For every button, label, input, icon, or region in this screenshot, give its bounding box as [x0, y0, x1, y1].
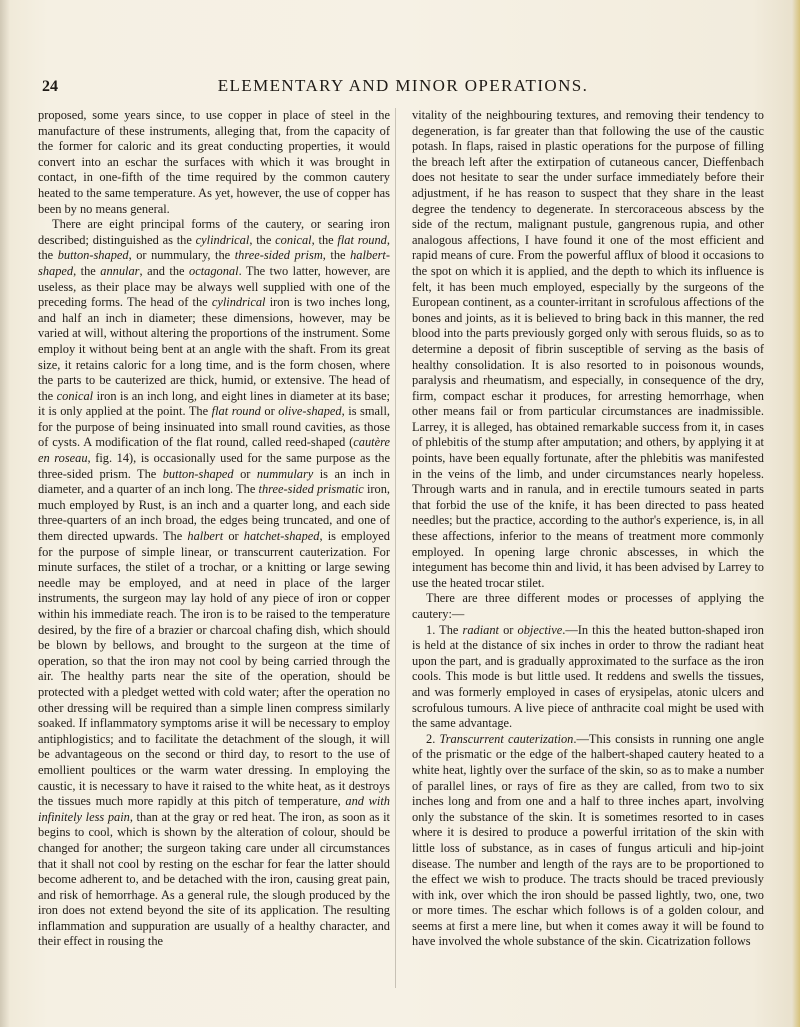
text-run: is an inch in diameter, and a quarter of an inch long. The — [38, 466, 390, 497]
text-run: or — [499, 622, 518, 637]
text-run: , is employed for the purpose of simple linear, or transcurrent cauterization. For minute surfaces, the stilet of a trochar, or a knitting or large sewing needle may be employed, and at need in place of the larger instruments, the surgeon may lay hold of any piece of iron or copper within his immediate reach. The iron is to be raised to the temperature desired, by the fire of a brazier or charcoal chafing dish, which should be blown by bellows, and brought to the surgeon at the time of operation, so that the iron may not cool by being carried through the air. The healthy parts near the site of the operation, should be protected with a pledget wetted with cold water; after the operation no other dressing will be required than a simple linen compress similarly soaked. If inflammatory symptoms arise it will be necessary to employ antiphlogistics; and to facilitate the detachment of the slough, it will be advantageous on the second or third day, to resort to the use of emollient poultices or the warm water dressing. In employing the caustic, it is necessary to have it raised to the white heat, as it destroys the tissues much more rapidly at this pitch of temperature, — [38, 529, 390, 809]
text-run: or — [260, 404, 279, 419]
text-run: 1. The — [426, 622, 463, 637]
italic-text: cautère en roseau — [38, 435, 390, 466]
italic-text: hatchet-shaped — [243, 529, 320, 544]
text-run: , than at the gray or red heat. The iron, as soon as it begins to cool, which is shown by the alteration of colour, should be changed for another; the surgeon taking care under all circumstances that it shall not cool by resting on the eschar for fear the latter should become adherent to, and be detached with the iron, causing great pain, and risk of hemorrhage. As a general rule, the slough produced by the iron does not extend beyond the site of its application. The resulting inflammation and suppuration are usually of a healthy character, and their effect in rousing the — [38, 809, 390, 949]
italic-text: button-shaped — [57, 248, 129, 263]
text-run: iron, much employed by Rust, is an inch and a quarter long, and each side three-quarters of an inch broad, the edges being truncated, and one of them directed upwards. The — [38, 482, 391, 544]
text-run: iron is two inches long, and half an inch in diameter; these dimensions, however, may be varied at will, without altering the proportions of the instrument. Some employ it without being bent at an angle with the shaft. From its great size, it retains caloric for a long time, and is the form chosen, where the parts to be cauterized are thick, humid, or extensive. The head of the — [38, 295, 390, 403]
italic-text: objective — [517, 622, 563, 637]
italic-text: olive-shaped — [278, 404, 342, 419]
text-run: .—This consists in running one angle of the prismatic or the edge of the halbert-shaped cautery heated to a white heat, lightly over the surface of the skin, so as to make a number of parallel lines, or rays of fire as they are called, from two to six inches long and from one and a half to three inches apart, involving only the substance of the skin. It is sometimes resorted to in cases where it is desired to produce a powerful irritation of the skin with little loss of substance, as in cases of fungus articuli and hip-joint disease. The number and length of the rays are to be proportioned to the effect we wish to produce. The tracts should be traced previously with ink, over which the iron should be passed lightly, two, one, two or more times. The eschar which follows is of a golden colour, and seems at first a mere line, but when it comes away it will be found to have involved the whole substance of the skin. Cicatrization follows — [412, 731, 765, 949]
text-run: .—In this the heated button-shaped iron is held at the distance of six inches in order to throw the radiant heat upon the part, and is gradually approximated to the surface as the iron cools. This mode is but little used. It reddens and swells the tissues, and was formerly employed in cases of erysipelas, atonic ulcers and scrofulous tumours. A live piece of anthracite coal might be used with the same advantage. — [412, 622, 764, 731]
text-run: , the — [322, 248, 351, 263]
text-run: . The two latter, however, are useless, as their place may be always well supplied with one of the preceding forms. The head of the — [38, 263, 391, 310]
text-run: 2. — [426, 731, 440, 746]
paragraph — [38, 217, 390, 950]
text-run: or — [233, 466, 257, 481]
text-run: iron is an inch long, and eight lines in diameter at its base; it is only applied at the point. The — [38, 388, 390, 419]
italic-text: three-sided prism — [234, 248, 323, 263]
text-run: proposed, some years since, to use copper in place of steel in the manufacture of these instruments, alleging that, from the capacity of the former for caloric and its great conducting properties, it would convert into an eschar the surfaces with which it was brought in contact, in one-fifth of the time required by the common cautery heated to the same temperature. As yet, however, the use of copper has been by no means general. — [38, 108, 390, 216]
italic-text: button-shaped — [162, 466, 234, 481]
italic-text: conical — [275, 232, 312, 247]
left-column — [38, 108, 390, 1008]
italic-text: halbert — [187, 529, 224, 544]
text-run: , or nummulary, the — [128, 248, 235, 263]
page-edge — [792, 0, 800, 1027]
text-run: , and the — [139, 263, 190, 278]
italic-text: flat round — [337, 232, 387, 247]
running-head: ELEMENTARY AND MINOR OPERATIONS. — [217, 76, 589, 95]
paragraph — [412, 591, 764, 622]
text-run: There are three different modes or processes of applying the cautery:— — [412, 591, 764, 621]
text-run: vitality of the neighbouring textures, and removing their tendency to degeneration, is far greater than that following the use of the caustic potash. In flaps, raised in plastic operations for the purpose of filling the breach left after the extirpation of cutaneous cancer, Dieffenbach does not hesitate to sear the under surface immediately before their adjustment, if he has reason to suspect that they share in the least degree the tendency to degenerate. In stercoraceous abscess by the side of the rectum, malignant pustule, gangrenous rupia, and other analogous affections, I have found it one of the most efficient and rapid means of cure. From the powerful afflux of blood it occasions to the spot on which it is applied, and the depth to which its influence is felt, it has been much employed, especially by the surgeons of the European continent, as a counter-irritant in scrofulous affections of the bones and joints, as it is believed to bring back in this manner, the red blood into the parts previously gorged only with serous fluids, so as to determine a deposit of fibrin susceptible of serving as the basis of healthy consolidation. It is also resorted to in poisonous wounds, paralysis and rheumatism, and especially, in consequence of the dry, firm, compact eschar it produces, for arresting hemorrhage, when other means fail or from particular circumstances are inadmissible. Larrey, it is alleged, has obtained remarkable success from it, in cases of phlebitis of the stump after amputation; and others, by applying it at points, have been equally fortunate, after the phlebitis was manifested in the veins of the limb, and under circumstances nearly hopeless. Through warts and in ranula, and in erectile tumours seated in parts that forbid the use of the knife, it has been directed to pass heated needles; but the practice, according to the author's experience, is, in all these affections, inferior to the means of treatment more commonly employed. In opening large chronic abscesses, in which the integument has become thin and livid, it has been advised by Larrey to use the heated trocar stilet. — [412, 108, 764, 590]
text-run: , fig. 14), is occasionally used for the same purpose as the three-sided prism. The — [38, 451, 391, 481]
italic-text: conical — [56, 388, 94, 403]
italic-text: nummulary — [256, 466, 314, 481]
italic-text: Transcurrent cauterization — [439, 731, 574, 746]
italic-text: octagonal — [189, 263, 239, 278]
paragraph — [412, 732, 764, 950]
page-number: 24 — [42, 78, 58, 95]
italic-text: three-sided prismatic — [258, 482, 364, 497]
italic-text: cylindrical — [211, 295, 266, 310]
page-gutter-shadow — [0, 0, 10, 1027]
text-run: , the — [38, 232, 390, 263]
text-run: , the — [311, 232, 338, 247]
text-run: , the — [249, 232, 276, 247]
text-run: , the — [73, 263, 101, 278]
text-run: There are eight principal forms of the cautery, or searing iron described; distinguished as the — [38, 217, 390, 247]
text-columns — [38, 108, 764, 1008]
italic-text: radiant — [462, 622, 500, 637]
paragraph — [38, 108, 390, 217]
paragraph — [412, 108, 764, 591]
italic-text: annular — [100, 263, 140, 278]
text-run: or — [223, 529, 244, 544]
italic-text: halbert-shaped — [38, 248, 390, 278]
text-run: , is small, for the purpose of being insinuated into small round cavities, as those of cysts. A modification of the flat round, called reed-shaped ( — [38, 404, 390, 450]
page-header — [36, 76, 770, 98]
italic-text: and with infinitely less pain — [38, 794, 390, 824]
italic-text: flat round — [211, 404, 261, 419]
right-column — [412, 108, 764, 1008]
italic-text: cylindrical — [195, 232, 250, 247]
paragraph — [412, 623, 764, 732]
